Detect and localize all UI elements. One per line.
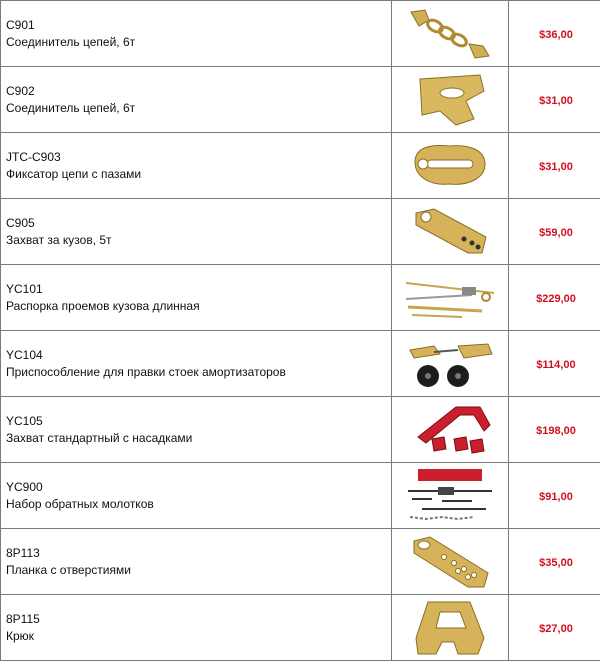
product-name-cell — [1, 529, 392, 595]
product-title: Планка с отверстиями — [6, 562, 131, 577]
product-name-cell — [1, 595, 392, 661]
product-price: $36,00 — [539, 28, 573, 41]
red-clamp-icon — [404, 401, 496, 459]
product-name-cell — [1, 265, 392, 331]
product-image-cell — [392, 133, 509, 199]
table-row — [1, 199, 600, 265]
product-title: Захват за кузов, 5т — [6, 232, 112, 247]
slide-hammer-set-icon — [402, 467, 498, 525]
product-code: YC900 — [6, 479, 43, 494]
product-code: YC101 — [6, 281, 43, 296]
price-cell — [509, 595, 600, 661]
price-cell — [509, 265, 600, 331]
product-price: $35,00 — [539, 556, 573, 569]
product-code: YC104 — [6, 347, 43, 362]
price-cell — [509, 463, 600, 529]
table-row — [1, 595, 600, 661]
hook-icon — [408, 598, 492, 658]
product-image-cell — [392, 463, 509, 529]
price-cell — [509, 199, 600, 265]
chain-hook-plate-icon — [410, 71, 490, 129]
product-price: $59,00 — [539, 226, 573, 239]
product-name-cell — [1, 1, 392, 67]
product-name-cell — [1, 199, 392, 265]
product-price: $31,00 — [539, 94, 573, 107]
slotted-chain-lock-icon — [409, 138, 491, 194]
product-price: $114,00 — [536, 358, 576, 371]
product-price: $91,00 — [539, 490, 573, 503]
price-cell — [509, 133, 600, 199]
product-image-cell — [392, 265, 509, 331]
product-code: C902 — [6, 83, 35, 98]
product-code: YC105 — [6, 413, 43, 428]
table-row — [1, 265, 600, 331]
table-row — [1, 133, 600, 199]
product-title: Фиксатор цепи с пазами — [6, 166, 142, 181]
product-title: Набор обратных молотков — [6, 496, 154, 511]
table-row — [1, 1, 600, 67]
table-row — [1, 397, 600, 463]
product-price: $198,00 — [536, 424, 576, 437]
product-image-cell — [392, 397, 509, 463]
holed-plate-icon — [406, 533, 494, 591]
body-clamp-icon — [408, 203, 492, 261]
product-name-cell — [1, 463, 392, 529]
price-cell — [509, 331, 600, 397]
table-row — [1, 529, 600, 595]
product-title: Распорка проемов кузова длинная — [6, 298, 200, 313]
product-code: C905 — [6, 215, 35, 230]
product-name-cell — [1, 331, 392, 397]
product-name-cell — [1, 133, 392, 199]
product-code: C901 — [6, 17, 35, 32]
table-row — [1, 67, 600, 133]
product-image-cell — [392, 199, 509, 265]
long-spreader-icon — [402, 273, 498, 323]
price-cell — [509, 1, 600, 67]
price-cell — [509, 67, 600, 133]
product-title: Крюк — [6, 628, 34, 643]
product-title: Захват стандартный с насадками — [6, 430, 193, 445]
product-name-cell — [1, 397, 392, 463]
product-title: Приспособление для правки стоек амортизаторов — [6, 364, 286, 379]
product-price: $31,00 — [539, 160, 573, 173]
strut-tool-icon — [404, 336, 496, 392]
product-image-cell — [392, 1, 509, 67]
product-price: $229,00 — [536, 292, 576, 305]
product-image-cell — [392, 595, 509, 661]
product-image-cell — [392, 331, 509, 397]
product-price: $27,00 — [539, 622, 573, 635]
product-name-cell — [1, 67, 392, 133]
product-code: JTC-C903 — [6, 149, 61, 164]
price-cell — [509, 397, 600, 463]
product-code: 8P113 — [6, 545, 40, 560]
chain-connector-icon — [405, 6, 495, 62]
table-row — [1, 463, 600, 529]
product-title: Соединитель цепей, 6т — [6, 34, 136, 49]
table-row — [1, 331, 600, 397]
product-code: 8P115 — [6, 611, 40, 626]
price-cell — [509, 529, 600, 595]
product-image-cell — [392, 529, 509, 595]
product-title: Соединитель цепей, 6т — [6, 100, 136, 115]
product-image-cell — [392, 67, 509, 133]
